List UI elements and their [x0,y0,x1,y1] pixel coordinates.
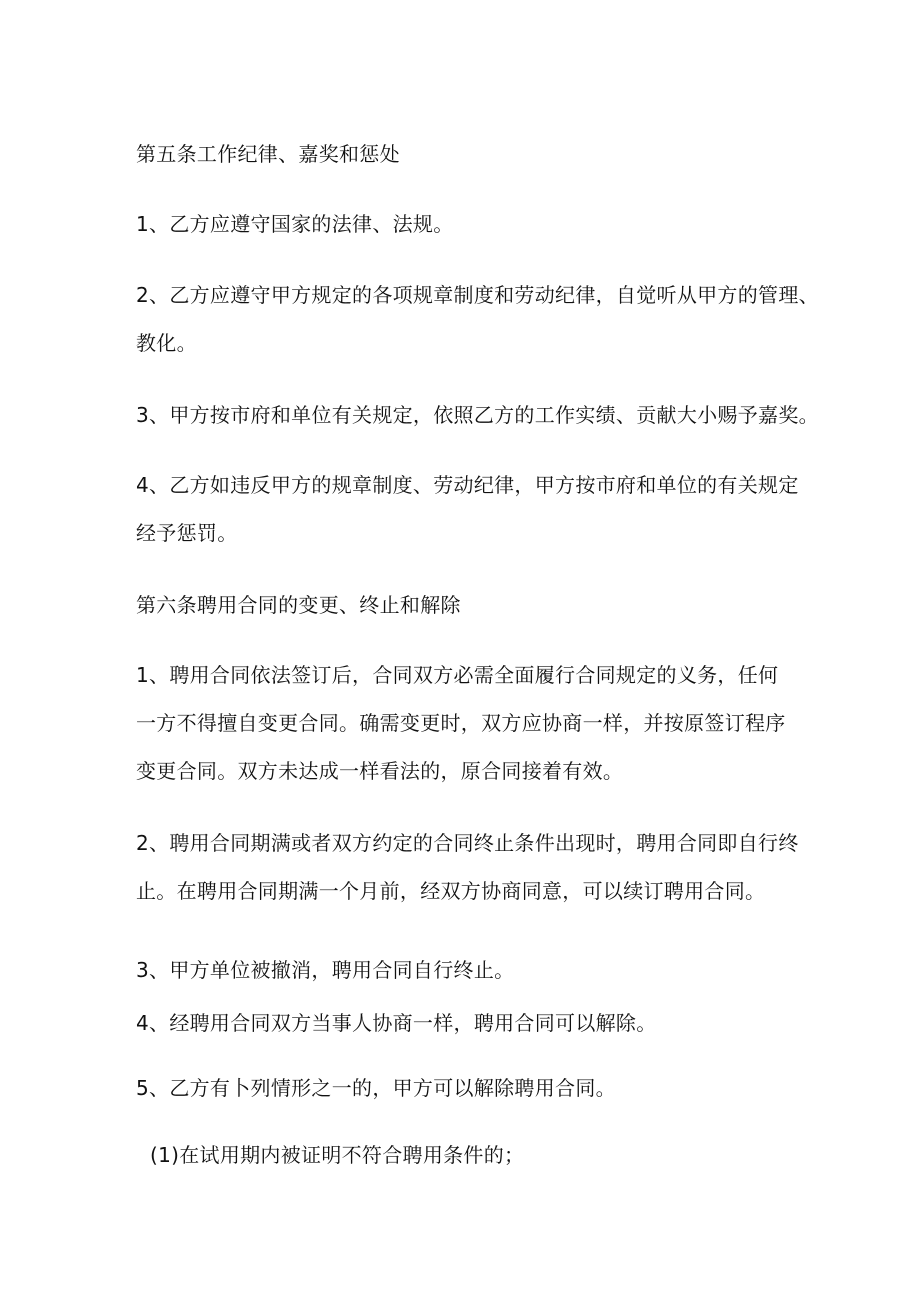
article-5-heading: 第五条工作纪律、嘉奖和惩处 [136,142,400,166]
article-5-clause-4-line-2: 经予惩罚。 [136,521,238,545]
article-6-clause-2-line-1: 2、聘用合同期满或者双方约定的合同终止条件出现时，聘用合同即自行终 [136,831,799,855]
article-6-clause-1-line-3: 变更合同。双方未达成一样看法的，原合同接着有效。 [136,759,624,783]
article-5-clause-3: 3、甲方按市府和单位有关规定，依照乙方的工作实绩、贡献大小赐予嘉奖。 [136,403,819,427]
article-5-clause-2-line-1: 2、乙方应遵守甲方规定的各项规章制度和劳动纪律，自觉听从甲方的管理、 [136,283,819,307]
article-6-clause-5: 5、乙方有卜列情形之一的，甲方可以解除聘用合同。 [136,1076,616,1100]
article-6-heading: 第六条聘用合同的变更、终止和解除 [136,593,461,617]
article-5-clause-1: 1、乙方应遵守国家的法律、法规。 [136,212,454,236]
article-6-clause-1-line-1: 1、聘用合同依法签订后，合同双方必需全面履行合同规定的义务，任何 [136,663,779,687]
article-5-clause-4-line-1: 4、乙方如违反甲方的规章制度、劳动纪律，甲方按市府和单位的有关规定 [136,473,799,497]
article-6-clause-4: 4、经聘用合同双方当事人协商一样，聘用合同可以解除。 [136,1011,657,1035]
article-6-clause-1-line-2: 一方不得擅自变更合同。确需变更时，双方应协商一样，并按原签订程序 [136,711,786,735]
article-6-clause-5-item-1: (1)在试用期内被证明不符合聘用条件的； [150,1143,525,1167]
article-5-clause-2-line-2: 教化。 [136,331,197,355]
article-6-clause-2-line-2: 止。在聘用合同期满一个月前，经双方协商同意，可以续订聘用合同。 [136,879,766,903]
article-6-clause-3: 3、甲方单位被撤消，聘用合同自行终止。 [136,958,515,982]
